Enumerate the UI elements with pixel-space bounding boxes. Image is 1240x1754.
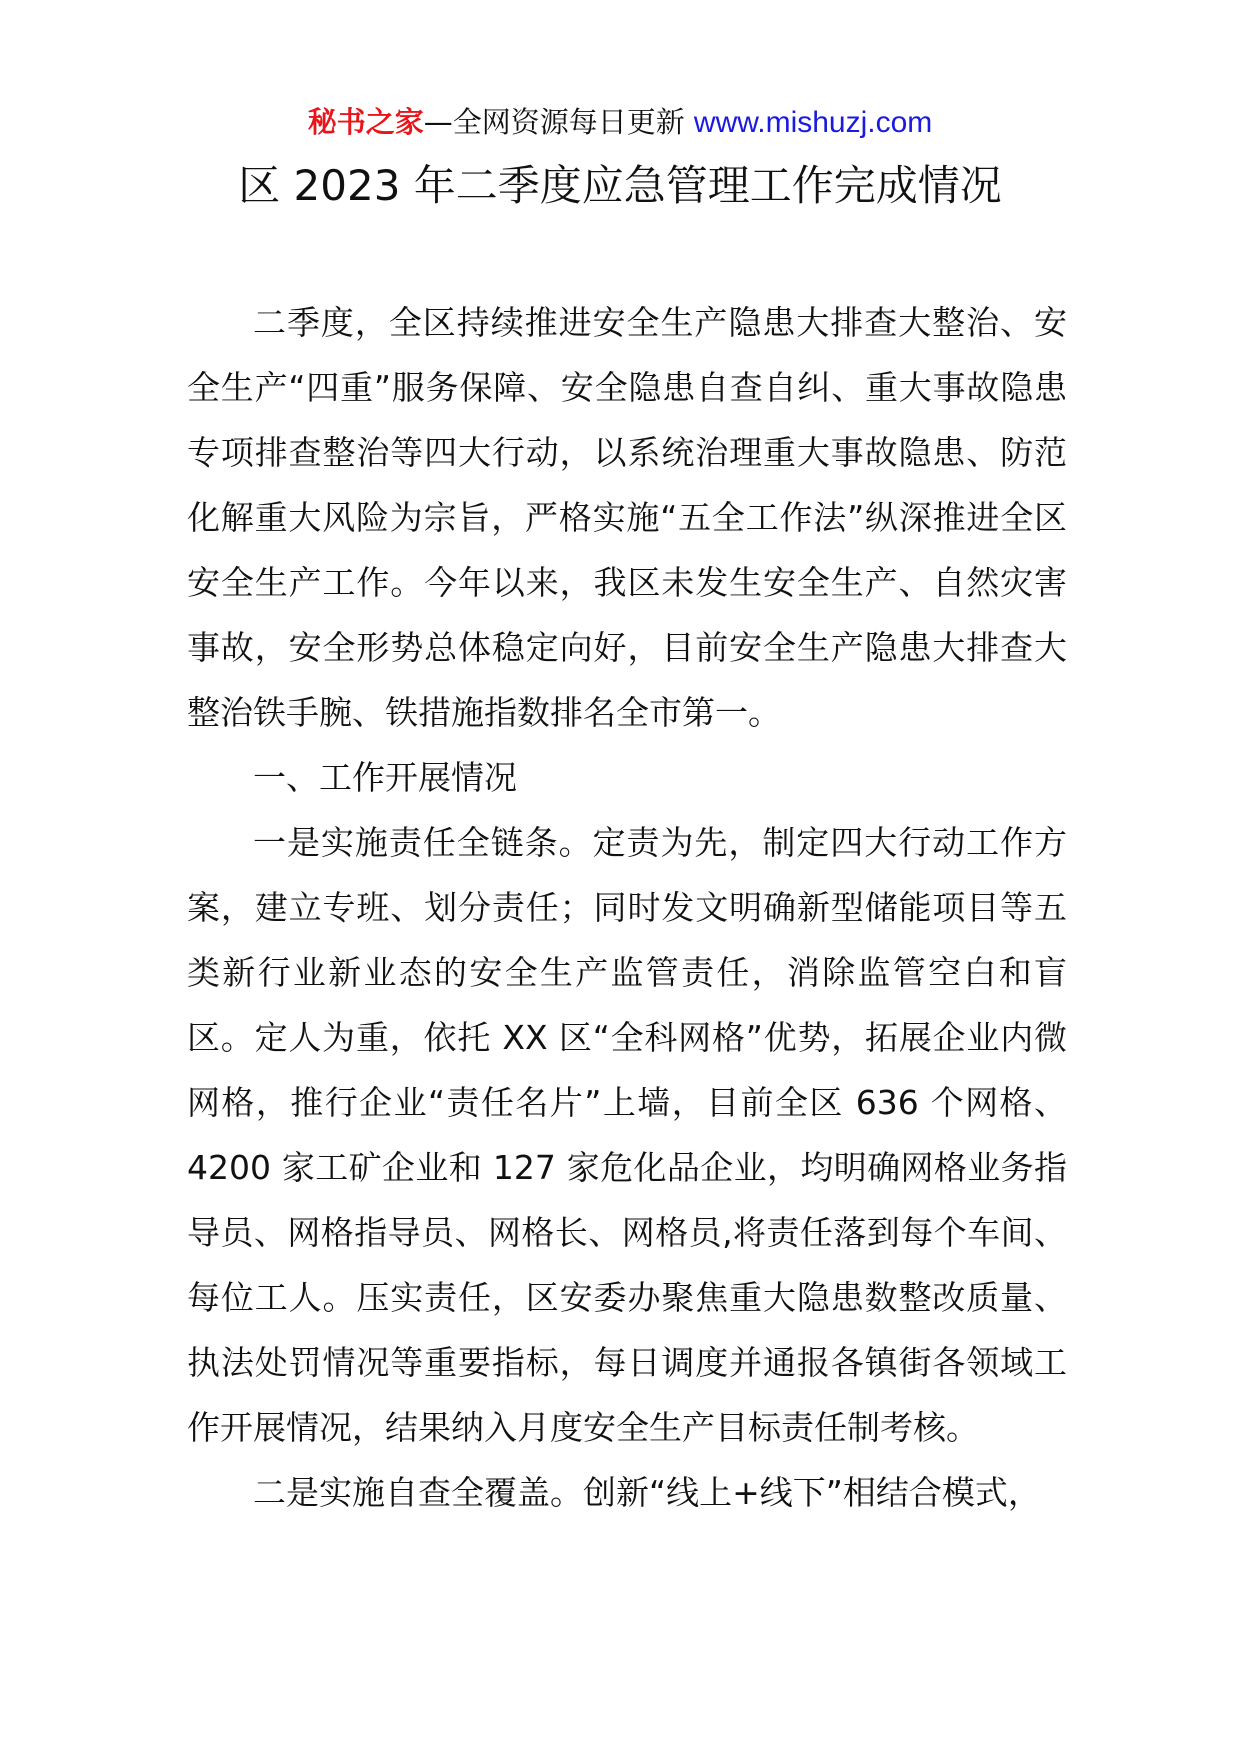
section-heading: 一、工作开展情况: [253, 758, 517, 797]
header-tagline: —全网资源每日更新: [423, 105, 694, 139]
site-header: [0, 102, 1240, 143]
document-title: 区 2023 年二季度应急管理工作完成情况: [238, 161, 1002, 210]
document-body: [187, 290, 1067, 1525]
brand-name: 秘书之家: [307, 105, 424, 139]
paragraph-self-inspection: 二是实施自查全覆盖。创新“线上+线下”相结合模式，: [253, 1473, 1041, 1512]
paragraph-responsibility-chain: 一是实施责任全链条。定责为先，制定四大行动工作方案，建立专班、划分责任；同时发文明确新型储能项目等五类新行业新业态的安全生产监管责任，消除监管空白和盲区。定人为重，依托 XX 区“全科网格”优势，拓展企业内微网格，推行企业“责任名片”上墙，目前全区 636 个网格、4200 家工矿企业和 127 家危化品企业，均明确网格业务指导员、网格指导员、网格长、网格员,将责任落到每个车间、每位工人。压实责任，区安委办聚焦重大隐患数整改质量、执法处罚情况等重要指标，每日调度并通报各镇街各领域工作开展情况，结果纳入月度安全生产目标责任制考核。: [187, 823, 1067, 1447]
site-url-link[interactable]: www.mishuzj.com: [693, 106, 933, 139]
intro-paragraph: 二季度，全区持续推进安全生产隐患大排查大整治、安全生产“四重”服务保障、安全隐患自查自纠、重大事故隐患专项排查整治等四大行动，以系统治理重大事故隐患、防范化解重大风险为宗旨，严格实施“五全工作法”纵深推进全区安全生产工作。今年以来，我区未发生安全生产、自然灾害事故，安全形势总体稳定向好，目前安全生产隐患大排查大整治铁手腕、铁措施指数排名全市第一。: [187, 303, 1067, 732]
